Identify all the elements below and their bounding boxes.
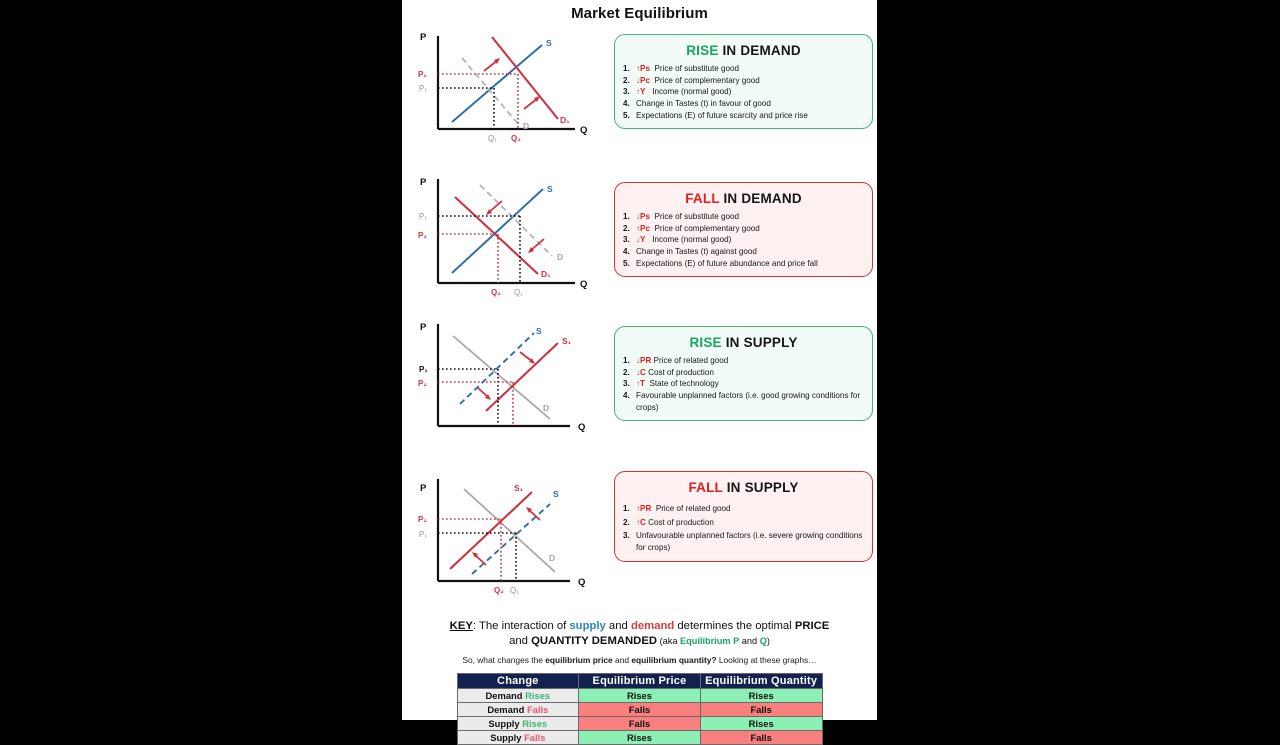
info-box-rise-in-demand	[614, 34, 873, 129]
qty-label-q2: Q₂	[494, 586, 504, 595]
key-line2c: and	[739, 636, 760, 647]
price-label-p1: P₁	[419, 212, 428, 221]
key-line1a: : The interaction of	[472, 620, 570, 632]
info-box-list	[623, 503, 864, 554]
qty-label-q1: Q₁	[514, 288, 523, 297]
symbol: ↑P	[636, 223, 646, 233]
axis-label-p: P	[420, 483, 427, 494]
symbol-subscript: c	[645, 223, 650, 233]
change-verb: Rises	[522, 718, 548, 730]
graph-rise-in-supply	[410, 316, 600, 461]
curve-label-s1: S₁	[514, 483, 524, 493]
symbol-subscript: c	[645, 75, 650, 85]
symbol: ↑P	[636, 504, 646, 513]
list-text: Expectations (E) of future abundance and price fall	[636, 258, 818, 268]
axis-label-q: Q	[578, 577, 586, 588]
list-number: 4.	[623, 390, 630, 400]
symbol: ↓C	[636, 367, 646, 377]
list-item	[623, 246, 864, 258]
list-number: 2.	[623, 223, 630, 233]
cell-change	[457, 717, 579, 731]
change-noun: Supply	[488, 718, 520, 730]
table-row	[457, 731, 822, 745]
cell-quantity: Rises	[700, 689, 822, 703]
table-row	[457, 689, 822, 703]
change-noun: Demand	[487, 704, 525, 716]
price-label-p2: P₂	[418, 231, 427, 240]
curve-label-s: S	[553, 489, 559, 499]
price-label-p2: P₂	[418, 515, 427, 524]
heading-highlight: FALL	[688, 480, 723, 495]
qty-label-q1: Q₁	[488, 134, 497, 143]
list-text: Unfavourable unplanned factors (i.e. severe growing conditions for crops)	[636, 531, 863, 552]
axis-label-q: Q	[580, 125, 588, 136]
qty-label-q2: Q₂	[511, 134, 521, 143]
list-number: 2.	[623, 367, 630, 377]
info-box-fall-in-supply	[614, 471, 873, 562]
list-text: Expectations (E) of future scarcity and price rise	[636, 110, 808, 120]
list-text: State of technology	[649, 379, 719, 389]
key-line1c: determines the optimal	[674, 620, 795, 632]
list-item	[623, 63, 864, 75]
list-item	[623, 503, 864, 515]
list-number: 1.	[623, 212, 630, 221]
list-item	[623, 517, 864, 529]
list-text: Cost of production	[648, 517, 714, 527]
list-item	[623, 530, 864, 553]
heading-rest: IN SUPPLY	[722, 480, 799, 495]
info-box-heading	[623, 191, 864, 206]
key-line2d: )	[766, 636, 770, 647]
list-number: 1.	[623, 504, 630, 513]
key-label: KEY	[449, 620, 473, 632]
curve-label-d1: D₁	[560, 115, 570, 125]
axis-label-q: Q	[578, 422, 586, 433]
list-text: Income (normal good)	[652, 235, 732, 245]
curve-label-d1: D₁	[541, 269, 551, 279]
graph-fall-in-demand	[410, 171, 600, 316]
axis-label-p: P	[420, 177, 427, 188]
cell-quantity: Rises	[700, 717, 822, 731]
cell-price: Falls	[579, 703, 701, 717]
heading-highlight: RISE	[689, 335, 722, 350]
graph-rise-in-demand	[410, 26, 600, 171]
cell-price: Rises	[579, 689, 701, 703]
table-row	[457, 717, 822, 731]
price-label-p2: P₂	[418, 70, 427, 79]
key-eq-q: Q	[759, 636, 767, 647]
panel-fall-in-demand	[402, 171, 877, 316]
curve-label-s: S	[546, 38, 552, 48]
info-box-fall-in-demand	[614, 182, 873, 277]
info-box-heading	[623, 43, 864, 58]
curve-label-d: D	[549, 553, 556, 563]
price-label-p1: P₁	[419, 365, 428, 374]
list-text: Price of substitute good	[654, 64, 740, 73]
cell-change	[457, 703, 579, 717]
symbol: ↑C	[636, 517, 646, 527]
list-text: Change in Tastes (t) against good	[636, 246, 757, 256]
list-item	[623, 378, 864, 390]
cell-price: Falls	[579, 717, 701, 731]
key-line1b: and	[605, 620, 631, 632]
info-box-rise-in-supply	[614, 326, 873, 421]
curve-label-s1: S₁	[562, 336, 572, 346]
curve-label-d: D	[557, 252, 564, 262]
symbol: ↑T	[636, 379, 645, 389]
curve-label-d: D	[543, 403, 550, 413]
panel-rise-in-supply	[402, 316, 877, 461]
list-text: Price of substitute good	[654, 212, 740, 221]
list-text: Price of related good	[655, 504, 731, 513]
cell-change	[457, 731, 579, 745]
key-subline	[408, 655, 871, 665]
subkey-c: and	[612, 655, 632, 666]
key-supply: supply	[569, 620, 606, 632]
list-number: 3.	[623, 87, 630, 97]
symbol: ↓P	[636, 75, 646, 85]
axis-label-q: Q	[580, 279, 588, 290]
panel-fall-in-supply	[402, 461, 877, 611]
graph-fall-in-supply	[410, 469, 600, 614]
info-box-list	[623, 63, 864, 121]
subkey-b: equilibrium price	[545, 655, 613, 666]
panel-rise-in-demand	[402, 26, 877, 171]
list-item	[623, 234, 864, 246]
price-label-p2: P₂	[418, 379, 427, 388]
symbol-subscript: R	[645, 504, 652, 513]
table-row	[457, 703, 822, 717]
heading-rest: IN DEMAND	[719, 191, 802, 206]
info-box-list	[623, 355, 864, 413]
list-number: 3.	[623, 531, 630, 541]
axis-label-p: P	[420, 32, 427, 43]
column-header-equilibrium-quantity: Equilibrium Quantity	[700, 674, 822, 689]
list-item	[623, 355, 864, 367]
column-header-equilibrium-price: Equilibrium Price	[579, 674, 701, 689]
list-text: Cost of production	[648, 367, 714, 377]
symbol: ↑Y	[636, 87, 646, 97]
list-item	[623, 98, 864, 110]
symbol: ↓P	[636, 212, 646, 221]
heading-rest: IN DEMAND	[718, 43, 801, 58]
info-box-heading	[623, 480, 864, 495]
list-number: 5.	[623, 258, 630, 268]
qty-label-q1: Q₁	[510, 586, 519, 595]
heading-highlight: RISE	[686, 43, 719, 58]
cell-change	[457, 689, 579, 703]
symbol: ↓Y	[636, 235, 646, 245]
info-box-list	[623, 211, 864, 269]
key-quantity: QUANTITY DEMANDED	[531, 635, 658, 648]
list-item	[623, 75, 864, 87]
key-price: PRICE	[794, 620, 830, 632]
list-item	[623, 390, 864, 413]
price-label-p1: P₁	[419, 530, 428, 539]
list-number: 4.	[623, 98, 630, 108]
curve-label-s: S	[547, 184, 553, 194]
curve-label-s: S	[536, 326, 542, 336]
list-item	[623, 86, 864, 98]
symbol-subscript: s	[645, 212, 650, 221]
list-item	[623, 258, 864, 270]
page-title: Market Equilibrium	[571, 5, 708, 22]
info-box-heading	[623, 335, 864, 350]
symbol: ↑P	[636, 64, 646, 73]
list-number: 2.	[623, 517, 630, 527]
curve-label-d: D	[523, 121, 530, 131]
list-text: Income (normal good)	[652, 87, 732, 97]
key-statement	[408, 619, 871, 649]
change-verb: Rises	[525, 690, 551, 702]
list-item	[623, 110, 864, 122]
list-text: Price of related good	[653, 356, 729, 365]
change-verb: Falls	[524, 732, 546, 744]
list-number: 1.	[623, 64, 630, 73]
list-number: 2.	[623, 75, 630, 85]
subkey-d: equilibrium quantity?	[631, 655, 717, 666]
price-label-p1: P₁	[419, 84, 428, 93]
list-text: Change in Tastes (t) in favour of good	[636, 98, 771, 108]
subkey-e: Looking at these graphs…	[716, 655, 817, 666]
subkey-a: So, what changes the	[462, 655, 546, 666]
list-text: Favourable unplanned factors (i.e. good growing conditions for crops)	[636, 390, 861, 412]
heading-highlight: FALL	[685, 191, 720, 206]
cell-price: Rises	[579, 731, 701, 745]
list-number: 1.	[623, 356, 630, 365]
key-eq-p: Equilibrium P	[680, 636, 740, 647]
symbol-subscript: R	[645, 356, 652, 365]
list-item	[623, 211, 864, 223]
key-demand: demand	[630, 620, 675, 632]
summary-table	[457, 673, 823, 745]
list-item	[623, 223, 864, 235]
heading-rest: IN SUPPLY	[721, 335, 798, 350]
symbol: ↓P	[636, 356, 646, 365]
list-item	[623, 367, 864, 379]
list-text: Price of complementary good	[654, 223, 760, 233]
cell-quantity: Falls	[700, 703, 822, 717]
list-number: 3.	[623, 379, 630, 389]
qty-label-q2: Q₂	[491, 288, 501, 297]
cell-quantity: Falls	[700, 731, 822, 745]
column-header-change: Change	[457, 674, 579, 689]
list-number: 5.	[623, 110, 630, 120]
list-number: 4.	[623, 246, 630, 256]
key-line2a: and	[509, 635, 532, 648]
key-line2b: (aka	[657, 636, 681, 647]
axis-label-p: P	[420, 322, 427, 333]
list-number: 3.	[623, 235, 630, 245]
slide-page	[402, 0, 877, 744]
change-noun: Demand	[485, 690, 523, 702]
symbol-subscript: s	[645, 64, 650, 73]
change-noun: Supply	[490, 732, 522, 744]
table-header-row	[457, 674, 822, 689]
list-text: Price of complementary good	[654, 75, 760, 85]
change-verb: Falls	[526, 704, 549, 716]
